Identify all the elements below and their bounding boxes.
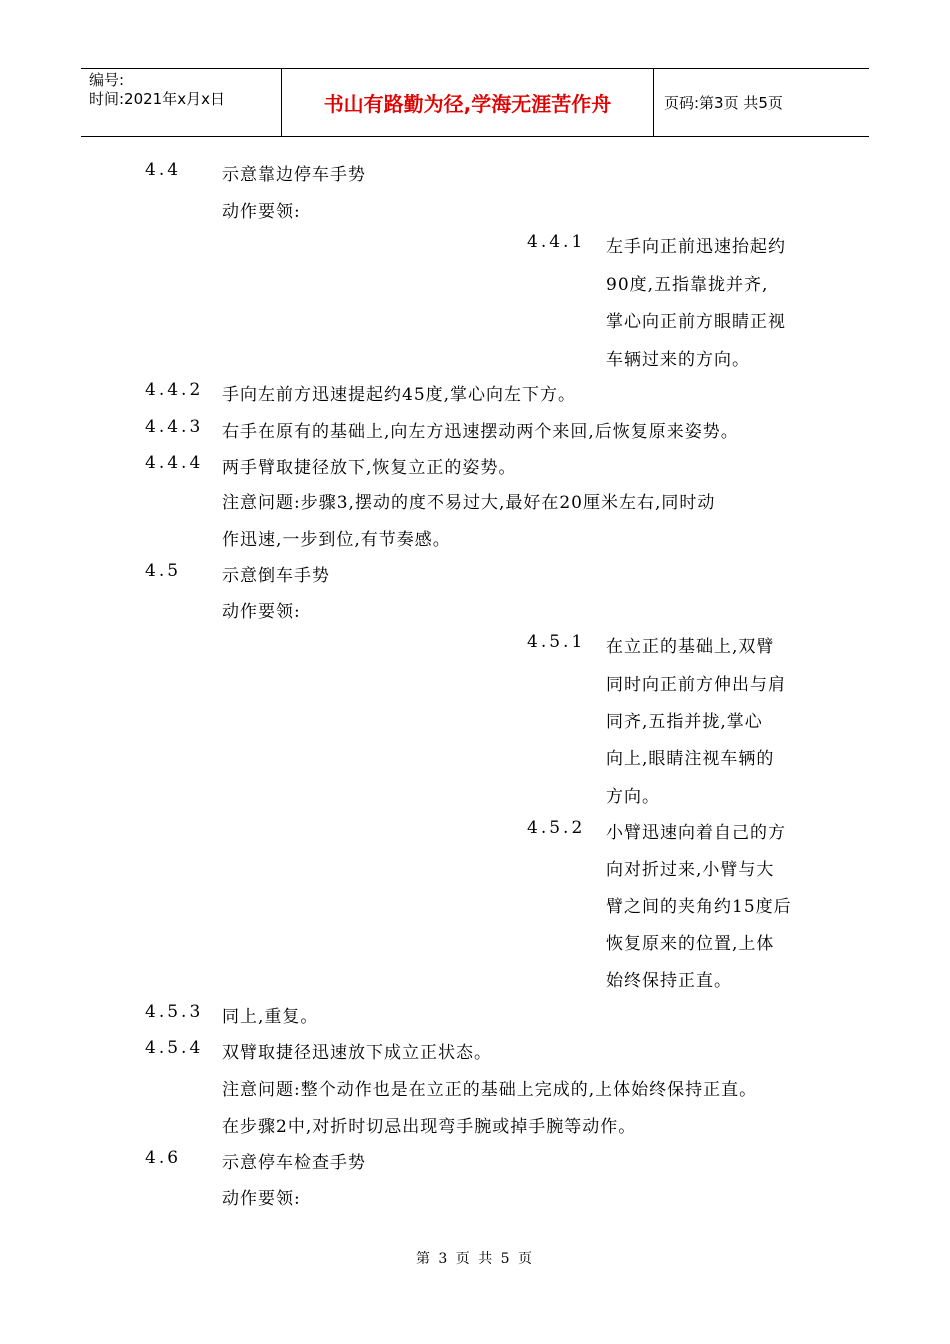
page-footer: 第 3 页 共 5 页	[415, 1251, 535, 1267]
section-number: 4.4	[145, 160, 182, 180]
text-line: 动作要领:	[222, 602, 301, 622]
text-line: 掌心向正前方眼睛正视	[606, 312, 786, 332]
section-number: 4.5.1	[527, 632, 586, 652]
text-line: 车辆过来的方向。	[606, 350, 750, 370]
text-line: 示意靠边停车手势	[222, 165, 366, 185]
header-page-info: 页码:第3页 共5页	[664, 94, 783, 112]
text-line: 向上,眼睛注视车辆的	[606, 749, 775, 769]
text-line: 示意停车检查手势	[222, 1153, 366, 1173]
text-line: 双臂取捷径迅速放下成立正状态。	[222, 1043, 492, 1063]
text-line: 注意问题:整个动作也是在立正的基础上完成的,上体始终保持正直。	[222, 1080, 758, 1100]
section-number: 4.5.4	[145, 1038, 204, 1058]
text-line: 两手臂取捷径放下,恢复立正的姿势。	[222, 458, 517, 478]
text-line: 右手在原有的基础上,向左方迅速摆动两个来回,后恢复原来姿势。	[222, 422, 739, 442]
text-line: 始终保持正直。	[606, 971, 732, 991]
section-number: 4.4.2	[145, 380, 204, 400]
text-line: 手向左前方迅速提起约45度,掌心向左下方。	[222, 385, 577, 405]
doc-number-label: 编号:	[89, 71, 125, 89]
text-line: 向对折过来,小臂与大	[606, 860, 775, 880]
text-line: 方向。	[606, 787, 660, 807]
text-line: 在立正的基础上,双臂	[606, 637, 775, 657]
section-number: 4.5.3	[145, 1002, 204, 1022]
page-header	[81, 68, 869, 137]
section-number: 4.6	[145, 1148, 182, 1168]
header-meta	[81, 69, 282, 136]
text-line: 恢复原来的位置,上体	[606, 934, 775, 954]
text-line: 同上,重复。	[222, 1007, 319, 1027]
text-line: 作迅速,一步到位,有节奏感。	[222, 530, 451, 550]
text-line: 90度,五指靠拢并齐,	[606, 275, 769, 295]
text-line: 小臂迅速向着自己的方	[606, 823, 786, 843]
section-number: 4.4.3	[145, 417, 204, 437]
text-line: 左手向正前迅速抬起约	[606, 237, 786, 257]
text-line: 动作要领:	[222, 202, 301, 222]
text-line: 注意问题:步骤3,摆动的度不易过大,最好在20厘米左右,同时动	[222, 493, 716, 513]
header-motto: 书山有路勤为径,学海无涯苦作舟	[282, 69, 654, 136]
doc-date: 时间:2021年x月x日	[89, 90, 225, 108]
section-number: 4.4.4	[145, 453, 204, 473]
section-number: 4.4.1	[527, 232, 586, 252]
text-line: 同时向正前方伸出与肩	[606, 675, 786, 695]
text-line: 同齐,五指并拢,掌心	[606, 712, 763, 732]
text-line: 动作要领:	[222, 1189, 301, 1209]
text-line: 在步骤2中,对折时切忌出现弯手腕或掉手腕等动作。	[222, 1117, 637, 1137]
section-number: 4.5.2	[527, 818, 586, 838]
text-line: 臂之间的夹角约15度后	[606, 897, 792, 917]
section-number: 4.5	[145, 561, 182, 581]
text-line: 示意倒车手势	[222, 566, 330, 586]
